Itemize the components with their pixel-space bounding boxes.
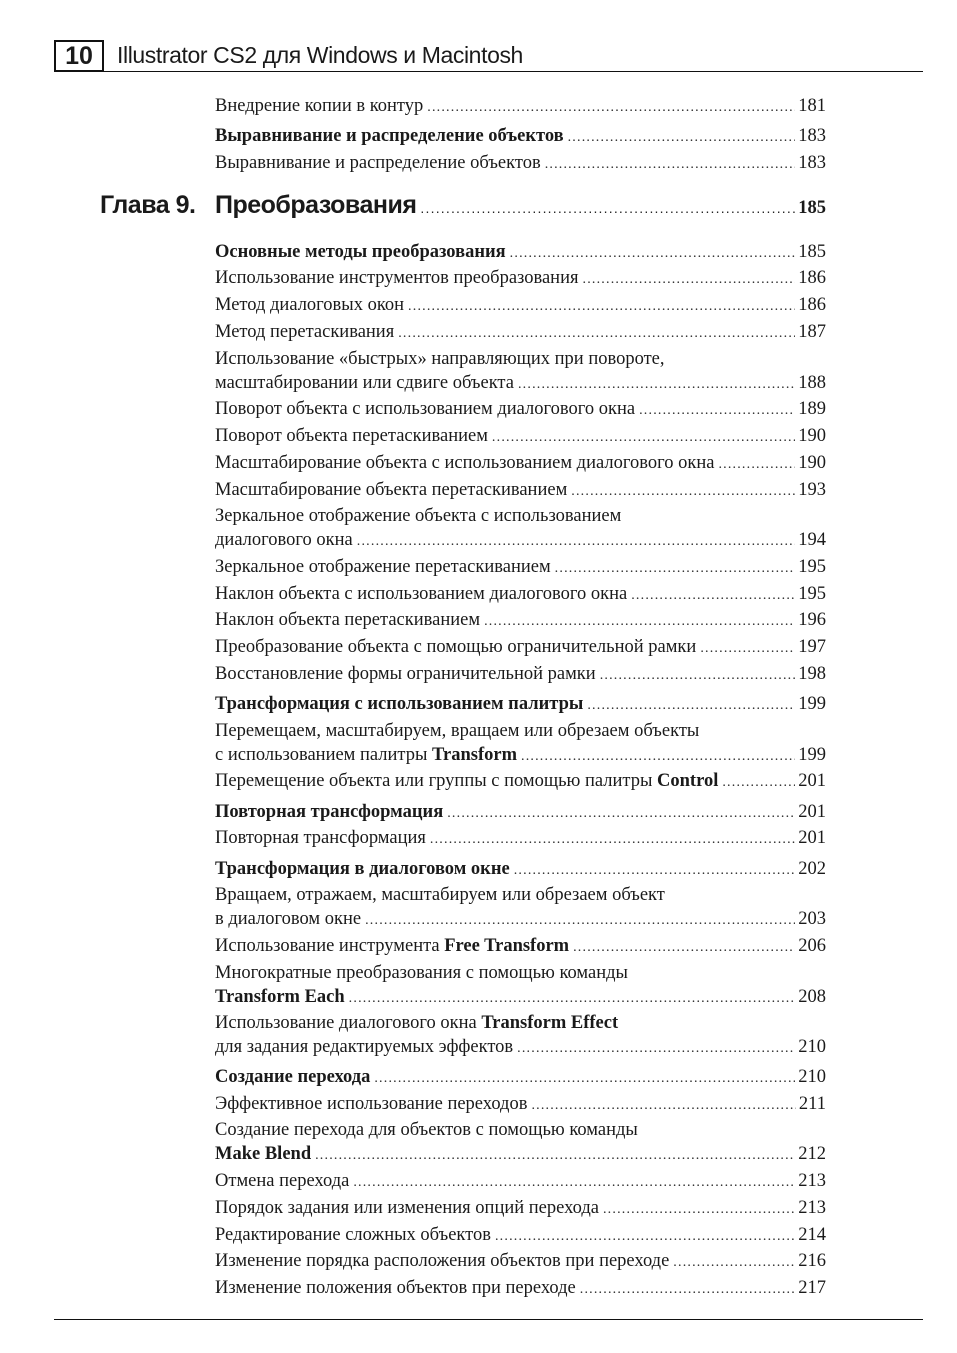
page-header <box>54 40 923 74</box>
toc-entry-page: 186 <box>798 268 826 288</box>
toc-entry-title: диалогового окна <box>215 530 353 550</box>
dot-leader <box>568 126 796 150</box>
dot-leader <box>353 1171 795 1195</box>
toc-entry-title: Внедрение копии в контур <box>215 96 424 116</box>
toc-entry-title-line1: Многократные преобразования с помощью команды <box>215 963 628 983</box>
toc-entry-text: с использованием палитры <box>215 745 428 765</box>
toc-entry-page: 183 <box>798 126 826 146</box>
toc-entry-title-line1: Использование «быстрых» направляющих при повороте, <box>215 349 665 369</box>
toc-section-title: Создание перехода <box>215 1067 371 1087</box>
toc-entry-page: 201 <box>798 771 826 791</box>
toc-entry-bold: Free Transform <box>444 936 570 956</box>
toc-entry-bold: Make Blend <box>215 1144 312 1164</box>
dot-leader <box>315 1144 795 1168</box>
toc-entry-bold: Transform Each <box>215 987 345 1007</box>
toc-entry[interactable] <box>215 826 826 852</box>
dot-leader <box>484 610 795 634</box>
toc-entry[interactable] <box>215 151 826 177</box>
dot-leader <box>531 1094 795 1118</box>
toc-entry-title: Изменение порядка расположения объектов при переходе <box>215 1251 670 1271</box>
toc-entry[interactable] <box>215 1011 826 1061</box>
dot-leader <box>408 295 795 319</box>
dot-leader <box>545 153 796 177</box>
toc-entry-page: 196 <box>798 610 826 630</box>
page-number: 10 <box>54 40 104 72</box>
toc-entry-title: Изменение положения объектов при переходе <box>215 1278 576 1298</box>
dot-leader <box>639 399 795 423</box>
toc-entry-title-line1: Перемещаем, масштабируем, вращаем или обрезаем объекты <box>215 721 700 741</box>
dot-leader <box>495 1225 795 1249</box>
toc-entry[interactable] <box>215 883 826 933</box>
toc-entry-title: Наклон объекта с использованием диалогового окна <box>215 584 628 604</box>
chapter-page: 185 <box>798 198 826 218</box>
toc-entry-page: 188 <box>798 373 826 393</box>
toc-entry-title: Порядок задания или изменения опций перехода <box>215 1198 599 1218</box>
toc-entry[interactable] <box>215 719 826 769</box>
toc-entry[interactable] <box>215 1223 826 1249</box>
toc-entry-title: Масштабирование объекта с использованием диалогового окна <box>215 453 715 473</box>
toc-section-title: Трансформация с использованием палитры <box>215 694 584 714</box>
toc-entry-title: Поворот объекта с использованием диалогового окна <box>215 399 636 419</box>
dot-leader <box>447 802 795 826</box>
toc-section-title: Выравнивание и распределение объектов <box>215 126 564 146</box>
toc-entry-text: Использование диалогового окна <box>215 1013 477 1033</box>
toc-section[interactable] <box>215 800 826 826</box>
toc-entry[interactable] <box>215 293 826 319</box>
chapter-title: Преобразования <box>215 191 417 219</box>
toc-entry-title: Зеркальное отображение перетаскиванием <box>215 557 551 577</box>
toc-entry-title: Отмена перехода <box>215 1171 350 1191</box>
toc-entry-page: 193 <box>798 480 826 500</box>
toc-entry-title: Выравнивание и распределение объектов <box>215 153 541 173</box>
dot-leader <box>510 242 796 266</box>
toc-entry-text: Перемещение объекта или группы с помощью палитры <box>215 771 653 791</box>
toc-entry-title <box>215 985 345 1009</box>
dot-leader <box>700 637 795 661</box>
toc-entry-page: 208 <box>798 987 826 1007</box>
toc-entry-page: 213 <box>798 1171 826 1191</box>
dot-leader <box>722 771 795 795</box>
toc-entry-page: 201 <box>798 828 826 848</box>
toc-entry-page: 213 <box>798 1198 826 1218</box>
toc-entry-page: 186 <box>798 295 826 315</box>
dot-leader <box>374 1067 795 1091</box>
toc-entry-page: 210 <box>798 1067 826 1087</box>
toc-section[interactable] <box>215 857 826 883</box>
chapter-label: Глава 9. <box>100 191 196 219</box>
toc-entry[interactable] <box>215 934 826 960</box>
toc-entry[interactable] <box>215 608 826 634</box>
toc-entry[interactable] <box>215 769 826 795</box>
toc-entry[interactable] <box>215 266 826 292</box>
toc-section-title: Повторная трансформация <box>215 802 444 822</box>
toc-entry-page: 212 <box>798 1144 826 1164</box>
dot-leader <box>718 453 795 477</box>
toc-entry-page: 203 <box>798 909 826 929</box>
toc-entry-page: 189 <box>798 399 826 419</box>
toc-entry[interactable] <box>215 347 826 397</box>
toc-entry-title <box>215 1142 311 1166</box>
chapter-heading[interactable] <box>100 191 826 220</box>
toc-entry-title <box>215 934 569 958</box>
toc-entry-page: 190 <box>798 453 826 473</box>
dot-leader <box>398 322 795 346</box>
toc-entry-title <box>215 743 517 767</box>
toc-entry-page: 194 <box>798 530 826 550</box>
dot-leader <box>349 987 796 1011</box>
toc-entry-title: в диалоговом окне <box>215 909 362 929</box>
toc-entry[interactable] <box>215 424 826 450</box>
toc-entry[interactable] <box>215 555 826 581</box>
toc-entry-page: 199 <box>798 694 826 714</box>
toc-entry-title: Метод диалоговых окон <box>215 295 405 315</box>
toc-entry-bold: Control <box>657 771 719 791</box>
toc-entry-page: 187 <box>798 322 826 342</box>
toc-entry[interactable] <box>215 320 826 346</box>
toc-entry-page: 214 <box>798 1225 826 1245</box>
toc-entry[interactable] <box>215 1249 826 1275</box>
toc-entry-page: 211 <box>798 1094 826 1114</box>
dot-leader <box>514 859 796 883</box>
toc-entry-page: 195 <box>798 557 826 577</box>
toc-entry[interactable] <box>215 1118 826 1168</box>
toc-entry-title-line1 <box>215 1011 826 1035</box>
toc-entry-title: Масштабирование объекта перетаскиванием <box>215 480 568 500</box>
toc-entry[interactable] <box>215 961 826 1011</box>
toc-entry[interactable] <box>215 582 826 608</box>
dot-leader <box>357 530 795 554</box>
dot-leader <box>518 373 795 397</box>
toc-entry-page: 206 <box>798 936 826 956</box>
toc-entry-page: 190 <box>798 426 826 446</box>
toc-entry[interactable] <box>215 1169 826 1195</box>
dot-leader <box>521 745 795 769</box>
toc-entry-page: 181 <box>798 96 826 116</box>
toc-entry[interactable] <box>215 662 826 688</box>
toc-entry[interactable] <box>215 1092 826 1118</box>
toc-entry-title-line1: Вращаем, отражаем, масштабируем или обрезаем объект <box>215 885 665 905</box>
toc-entry-page: 185 <box>798 242 826 262</box>
toc-section[interactable] <box>215 1065 826 1091</box>
toc-entry-page: 197 <box>798 637 826 657</box>
toc-entry-page: 210 <box>798 1037 826 1057</box>
toc-section[interactable] <box>215 240 826 266</box>
toc-section[interactable] <box>215 124 826 150</box>
toc-entry-page: 217 <box>798 1278 826 1298</box>
toc-entry-title: Редактирование сложных объектов <box>215 1225 491 1245</box>
toc-entry[interactable] <box>215 504 826 554</box>
dot-leader <box>631 584 795 608</box>
dot-leader <box>600 664 796 688</box>
toc-entry-bold: Transform <box>432 745 517 765</box>
toc-entry[interactable] <box>215 1276 826 1302</box>
toc-entry-title: Метод перетаскивания <box>215 322 395 342</box>
toc-entry[interactable] <box>215 451 826 477</box>
toc-entry-title: Поворот объекта перетаскиванием <box>215 426 488 446</box>
dot-leader <box>673 1251 795 1275</box>
dot-leader <box>587 694 795 718</box>
dot-leader <box>420 200 795 216</box>
toc-entry[interactable] <box>215 94 826 120</box>
toc-entry-page: 195 <box>798 584 826 604</box>
toc-entry-page: 202 <box>798 859 826 879</box>
toc-section-title: Основные методы преобразования <box>215 242 506 262</box>
toc-entry-page: 183 <box>798 153 826 173</box>
header-rule <box>104 71 923 72</box>
toc-section[interactable] <box>215 692 826 718</box>
toc-entry-title: масштабировании или сдвиге объекта <box>215 373 514 393</box>
toc-entry[interactable] <box>215 397 826 423</box>
toc-entry-title-line1: Зеркальное отображение объекта с использованием <box>215 506 622 526</box>
toc-entry-title: Наклон объекта перетаскиванием <box>215 610 481 630</box>
toc-entry-page: 198 <box>798 664 826 684</box>
toc-entry-text: Использование инструмента <box>215 936 440 956</box>
dot-leader <box>571 480 795 504</box>
dot-leader <box>583 268 796 292</box>
toc-entry[interactable] <box>215 1196 826 1222</box>
book-title: Illustrator CS2 для Windows и Macintosh <box>117 42 523 68</box>
toc-section-title: Трансформация в диалоговом окне <box>215 859 510 879</box>
toc-entry-title <box>215 769 718 793</box>
footer-rule <box>54 1319 923 1320</box>
toc-entry-bold: Transform Effect <box>481 1013 619 1033</box>
toc-entry-title: Повторная трансформация <box>215 828 426 848</box>
dot-leader <box>573 936 795 960</box>
toc-entry[interactable] <box>215 635 826 661</box>
toc-entry-page: 216 <box>798 1251 826 1271</box>
toc-entry-title: Восстановление формы ограничительной рамки <box>215 664 596 684</box>
toc-entry-page: 199 <box>798 745 826 765</box>
toc-entry-title-line1: Создание перехода для объектов с помощью команды <box>215 1120 638 1140</box>
dot-leader <box>492 426 795 450</box>
toc-entry-page: 201 <box>798 802 826 822</box>
dot-leader <box>603 1198 795 1222</box>
toc-entry[interactable] <box>215 478 826 504</box>
dot-leader <box>427 96 795 120</box>
dot-leader <box>555 557 796 581</box>
toc-entry-title: Эффективное использование переходов <box>215 1094 528 1114</box>
dot-leader <box>580 1278 796 1302</box>
dot-leader <box>365 909 795 933</box>
toc-entry-title: Использование инструментов преобразования <box>215 268 579 288</box>
toc-entry-title: для задания редактируемых эффектов <box>215 1037 514 1057</box>
toc-entry-title: Преобразование объекта с помощью ограничительной рамки <box>215 637 697 657</box>
dot-leader <box>430 828 795 852</box>
dot-leader <box>517 1037 795 1061</box>
